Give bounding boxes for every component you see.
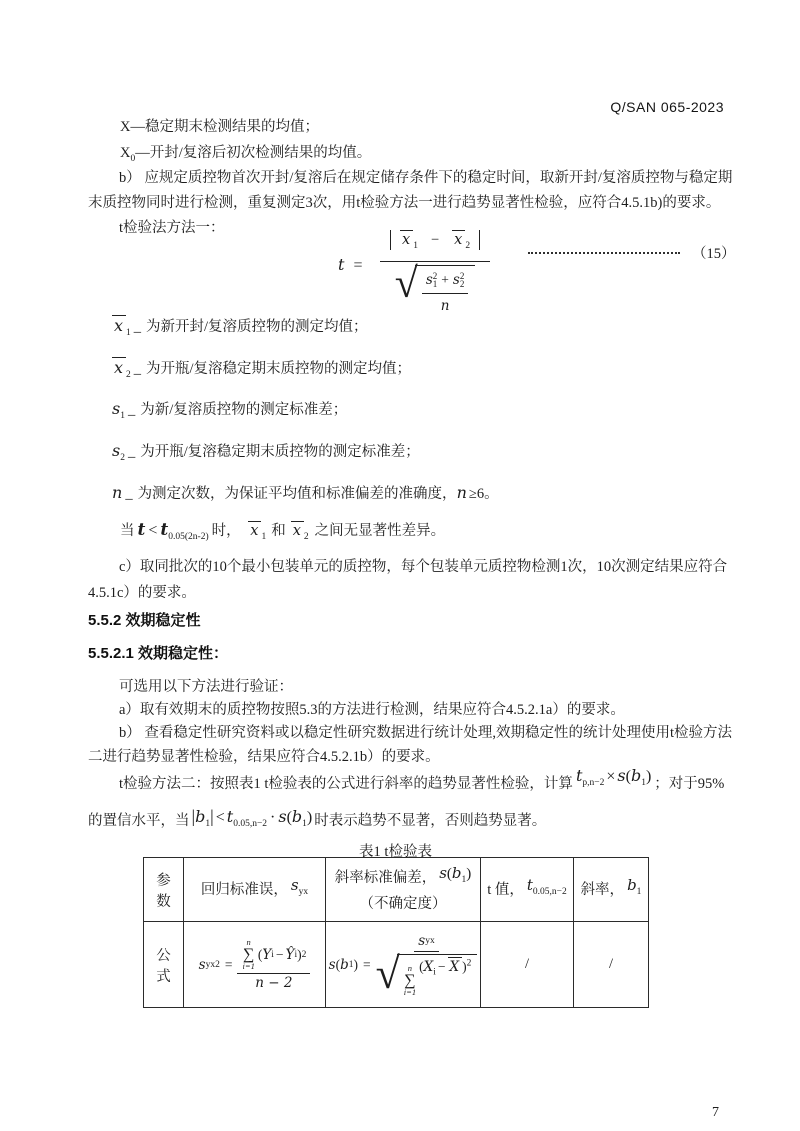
formula-15-number: （15） — [692, 246, 736, 262]
definition-x: X—稳定期末检测结果的均值； — [120, 119, 319, 135]
x2-bar: x — [112, 357, 126, 377]
heading-5-5-2: 5.5.2 效期稳定性 — [88, 612, 201, 629]
significance-statement: 当 $t < t_{0.05(2n-2)}$ 时， x $_1$ 和 x $_2$ 之间无显著性差异。 — [120, 520, 446, 542]
table-header-row — [144, 858, 649, 922]
formula-15-lhs — [338, 254, 362, 277]
less-than-sign: < — [215, 809, 225, 826]
item-b-line2: 末质控物同时进行检测，重复测定3次，用t检验方法一进行趋势显著性检验，应符合4.5.1b)的要求。 — [88, 195, 721, 211]
formula-row-label: 公 式 — [144, 922, 184, 1008]
table-formula-row — [144, 922, 649, 1008]
dash: _ — [133, 319, 142, 335]
definition-x2-mean: x $_2$ _ 为开瓶/复溶稳定期末质控物的测定均值； — [114, 358, 412, 380]
x1-bar: x — [112, 315, 126, 335]
definition-s1: $s_1$ _ 为新/复溶质控物的测定标准差； — [112, 399, 348, 421]
item-b-line1: b） 应规定质控物首次开封/复溶后在规定储存条件下的稳定时间，取新开封/复溶质控物与稳定期 — [119, 170, 733, 186]
header-cell-slope: 斜率， $b_1$ — [574, 858, 649, 922]
header-cell-sb1: 斜率标准偏差， $s(b_1)$ （不确定度） — [326, 858, 481, 922]
middle-dot: · — [270, 809, 276, 826]
definition-n: n _ 为测定次数，为保证平均值和标准偏差的准确度，n ≥6。 — [112, 483, 499, 502]
radical-sign: √ — [394, 260, 418, 307]
less-than-sign: < — [148, 522, 158, 539]
t-method2-line2: 的置信水平，当 $|b_1| < t_{0.05,n-2} \cdot s(b_1)$ 时表示趋势不显著，否则趋势显著。 — [88, 806, 547, 830]
heading-5-5-2-1: 5.5.2.1 效期稳定性： — [88, 645, 229, 662]
t-symbol: t — [338, 255, 345, 274]
inline-formula-tp-sb1: $t_{p,n-2} \times s(b_1)$ — [575, 766, 652, 789]
intro-line: 可选用以下方法进行验证： — [119, 679, 293, 695]
t-method1-label: t检验法方法一： — [119, 220, 225, 236]
equals-sign: = — [353, 257, 363, 274]
formula-15-numerator: x $_1$ − x $_2$ — [380, 228, 490, 262]
t-test-table — [143, 857, 649, 1008]
table-caption: 表1 t检验表 — [359, 844, 432, 860]
item-b2-line1: b） 查看稳定性研究资料或以稳定性研究数据进行统计处理,效期稳定性的统计处理使用t检验方法 — [119, 725, 733, 741]
formula-cell-syx: s yx 2 = n ∑ i=1 ( Y i − Ŷ i ) 2 n − 2 — [184, 922, 326, 1008]
summation: n ∑ i=1 — [403, 962, 417, 997]
dash: _ — [133, 361, 142, 377]
summation: n ∑ i=1 — [242, 937, 255, 971]
minus-sign: − — [430, 232, 440, 248]
item-c-line1: c）取同批次的10个最小包装单元的质控物，每个包装单元质控物检测1次，10次测定结果应符合 — [119, 559, 728, 575]
formula-cell-sb1: s ( b 1 ) = s yx √ n ∑ i=1 ($X_i - X$ )$^2$ — [326, 922, 481, 1008]
formula-cell-slope-slash: / — [574, 922, 649, 1008]
t-method2-line1: t检验方法二：按照表1 t检验表的公式进行斜率的趋势显著性检验，计算 $t_{p,n-2} \times s(b_1)$ ；对于95% — [119, 766, 725, 792]
definition-x1-mean: x $_1$ _ 为新开封/复溶质控物的测定均值； — [114, 316, 368, 338]
item-b2-line2: 二进行趋势显著性检验，结果应符合4.5.2.1b）的要求。 — [88, 749, 440, 765]
document-header-code: Q/SAN 065-2023 — [610, 99, 724, 115]
x2-bar: x — [291, 521, 304, 539]
x-bar: X — [448, 957, 463, 974]
formula-15-block — [88, 228, 736, 316]
header-cell-tvalue: t 值， $t_{0.05,n-2}$ — [481, 858, 574, 922]
dash: _ — [127, 402, 136, 418]
dash: _ — [125, 486, 133, 502]
x2-bar: x — [452, 230, 465, 248]
x1-bar: x — [400, 230, 413, 248]
dotted-leader — [528, 244, 680, 254]
definition-x0 — [120, 142, 371, 170]
item-c-line2: 4.5.1c）的要求。 — [88, 585, 196, 601]
times-sign: × — [606, 768, 616, 785]
plus-sign: + — [441, 271, 449, 287]
x0-symbol: X — [120, 145, 131, 161]
formula-15-denominator: √ s 2 1 + s 2 2 n — [395, 262, 476, 317]
formula-cell-tvalue-slash: / — [481, 922, 574, 1008]
x1-bar: x — [248, 521, 261, 539]
inline-formula-b1-threshold: $|b_1| < t_{0.05,n-2} \cdot s(b_1)$ — [191, 806, 313, 830]
x0-text: —开封/复溶后初次检测结果的均值。 — [135, 145, 372, 161]
x0-subscript: 0 — [130, 153, 136, 164]
header-cell-syx: 回归标准误， $s_{yx}$ — [184, 858, 326, 922]
header-cell-parameter: 参 数 — [144, 858, 184, 922]
definition-s2: $s_2$ _ 为开瓶/复溶稳定期末质控物的测定标准差； — [112, 441, 420, 463]
dash: _ — [127, 444, 136, 460]
item-a-line: a）取有效期末的质控物按照5.3的方法进行检测，结果应符合4.5.2.1a）的要求。 — [119, 702, 625, 718]
formula-15-fraction — [380, 228, 490, 317]
page-number: 7 — [712, 1105, 719, 1120]
radical-sign: √ — [375, 948, 400, 998]
